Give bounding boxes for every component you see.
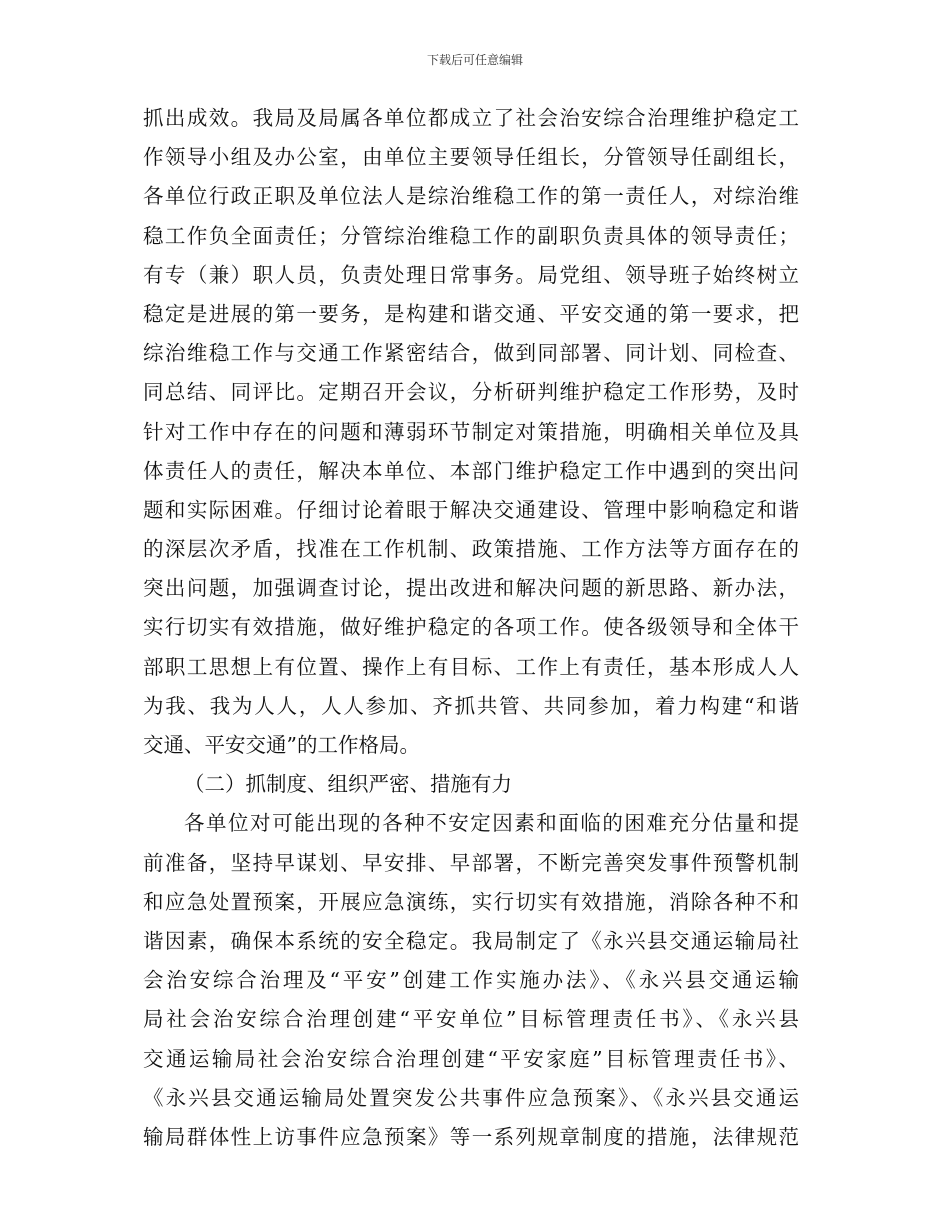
text-line: 综治维稳工作与交通工作紧密结合，做到同部署、同计划、同检查、 xyxy=(143,341,799,366)
text-line: 抓出成效。我局及局属各单位都成立了社会治安综合治理维护稳定工 xyxy=(143,106,799,130)
text-line: 部职工思想上有位置、操作上有目标、工作上有责任，基本形成人人 xyxy=(143,654,799,679)
text-line: 稳工作负全面责任；分管综治维稳工作的副职负责具体的领导责任； xyxy=(143,223,799,248)
text-line: 局社会治安综合治理创建“平安单位”目标管理责任书》、《永兴县 xyxy=(143,1007,799,1032)
text-line: 针对工作中存在的问题和薄弱环节制定对策措施，明确相关单位及具 xyxy=(143,419,799,444)
text-line: 同总结、同评比。定期召开会议，分析研判维护稳定工作形势，及时 xyxy=(143,380,799,405)
text-line: 会治安综合治理及“平安”创建工作实施办法》、《永兴县交通运输 xyxy=(143,968,799,993)
text-line: 《永兴县交通运输局处置突发公共事件应急预案》、《永兴县交通运 xyxy=(143,1085,799,1110)
text-line: 的深层次矛盾，找准在工作机制、政策措施、工作方法等方面存在的 xyxy=(143,537,799,562)
text-line: 作领导小组及办公室，由单位主要领导任组长，分管领导任副组长， xyxy=(143,145,799,170)
text-line: 各单位行政正职及单位法人是综治维稳工作的第一责任人，对综治维 xyxy=(143,184,799,209)
text-line: 稳定是进展的第一要务，是构建和谐交通、平安交通的第一要求，把 xyxy=(143,301,799,326)
text-line: 突出问题，加强调查讨论，提出改进和解决问题的新思路、新办法， xyxy=(143,576,799,601)
text-line: 前准备，坚持早谋划、早安排、早部署，不断完善突发事件预警机制 xyxy=(143,850,799,875)
document-body xyxy=(143,99,799,1157)
text-line: 交通、平安交通”的工作格局。 xyxy=(143,733,420,757)
text-line: 输局群体性上访事件应急预案》等一系列规章制度的措施，法律规范 xyxy=(143,1124,799,1149)
page-header-note: 下载后可任意编辑 xyxy=(426,53,523,67)
text-line: 为我、我为人人，人人参加、齐抓共管、共同参加，着力构建“和谐 xyxy=(143,693,799,718)
text-line: 谐因素，确保本系统的安全稳定。我局制定了《永兴县交通运输局社 xyxy=(143,928,799,953)
text-line: 有专（兼）职人员，负责处理日常事务。局党组、领导班子始终树立 xyxy=(143,262,799,287)
text-line: 实行切实有效措施，做好维护稳定的各项工作。使各级领导和全体干 xyxy=(143,615,799,640)
text-line: 和应急处置预案，开展应急演练，实行切实有效措施，消除各种不和 xyxy=(143,889,799,914)
section-heading: （二）抓制度、组织严密、措施有力 xyxy=(184,772,512,797)
text-line: 题和实际困难。仔细讨论着眼于解决交通建设、管理中影响稳定和谐 xyxy=(143,497,799,522)
text-line: 各单位对可能出现的各种不安定因素和面临的困难充分估量和提 xyxy=(184,811,799,836)
text-line: 交通运输局社会治安综合治理创建“平安家庭”目标管理责任书》、 xyxy=(143,1046,799,1071)
text-line: 体责任人的责任，解决本单位、本部门维护稳定工作中遇到的突出问 xyxy=(143,458,799,483)
